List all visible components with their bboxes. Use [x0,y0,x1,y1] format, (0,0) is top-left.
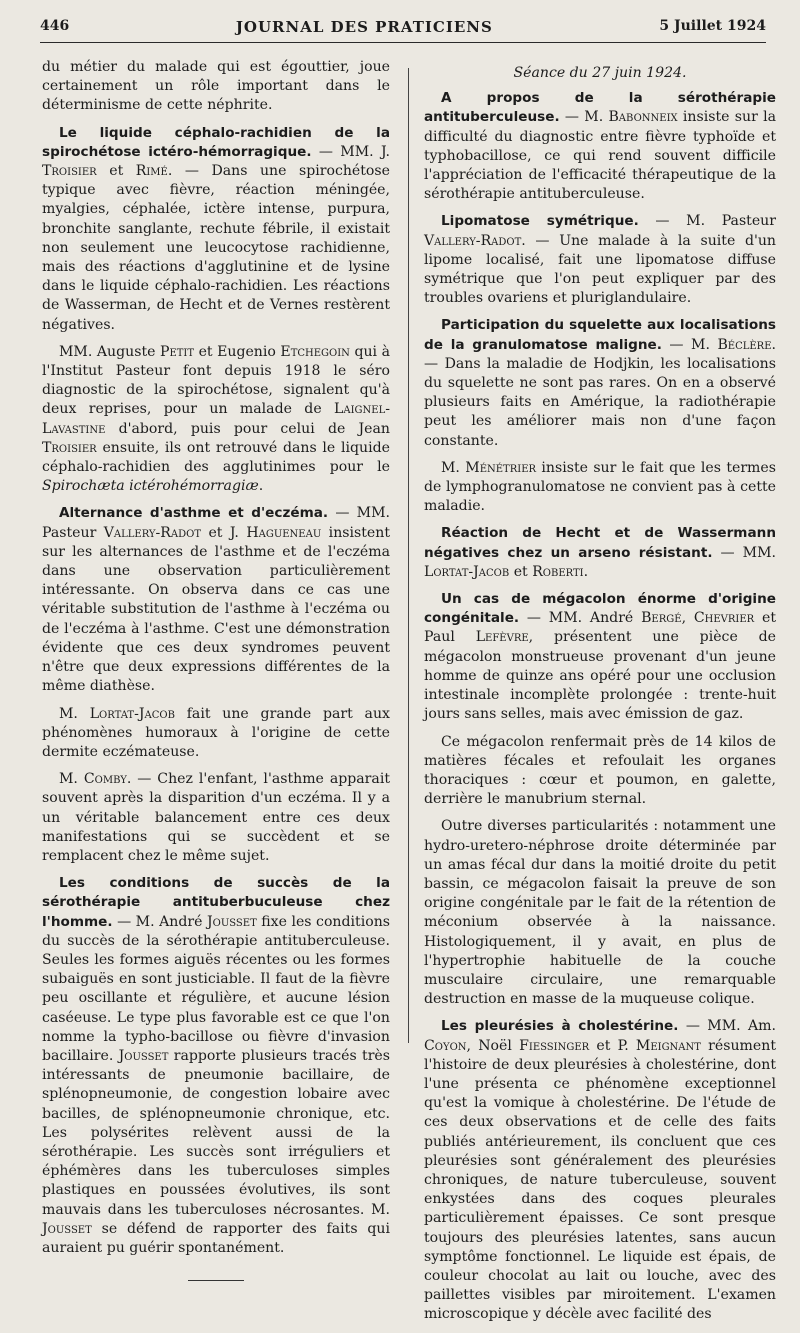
article-serotherapie: Les conditions de succès de la sérothérapie antituberbuculeuse chez l'homme. — M. André Jousset fixe les conditions du succès de la sérothérapie antituberculeuse. Seules les formes aiguës récentes ou les formes subaiguës en sont justiciable. Il faut de la fièvre peu oscillante et régulière, et aucune lésion caséeuse. Le type plus favorable est ce que l'on nomme la typho-bacillose ou fièvre d'invasion bacillaire. Jousset rapporte plusieurs tracés très intéressants de pneumonie bacillaire, de splénopneumonie, de congestion lobaire avec bacilles, de splénopneumonie chronique, etc. Les polysérites relèvent aussi de la sérothérapie. Les succès sont irréguliers et éphémères dans les tuberculoses simples plastiques en poussées évolutives, ils sont mauvais dans les tuberculoses nécrosantes. M. Jousset se défend de rapporter des faits qui auraient pu guérir spontanément. [42,875,391,1256]
species-name: Spirochæta ictérohémorragiæ [42,478,259,495]
right-column [424,64,776,1333]
session-heading: Séance du 27 juin 1924. [513,65,687,81]
article-spirochetose: Le liquide céphalo-rachidien de la spirochétose ictéro-hémorragique. — MM. J. Troisier et Rimé. — Dans une spirochétose typique avec fièvre, réaction méningée, myalgies, céphalée, ictère intense, purpura, bronchite sanglante, rechute fébrile, il existait non seulement une leucocytose rachidienne, mais des réactions d'agglutinine et de lysine dans le liquide céphalo-rachidien. Les réactions de Wasserman, de Hecht et de Vernes restèrent négatives. [42,124,390,333]
author-name: Coyon [424,1037,467,1054]
author-name: Jousset [206,913,257,930]
article-title: Un cas de mégacolon énorme d'origine congénitale. [424,591,776,627]
article-title: Lipomatose symétrique. [441,213,639,230]
issue-date: 5 Juillet 1924 [659,18,766,34]
author-name: Babonneix [608,109,678,126]
author-name: Bergé [641,610,682,627]
page-number: 446 [40,18,70,34]
left-column [42,58,390,1281]
paragraph: du métier du malade qui est égouttier, joue certainement un rôle important dans le déterminisme de cette néphrite. [42,59,390,114]
article-lipomatose: Lipomatose symétrique. — M. Pasteur Vallery-Radot. — Une malade à la suite d'un lipome localisé, fait une lipomatose diffuse symétrique que l'on peut expliquer par des troubles ovariens et pluriglandulaire. [424,213,776,307]
author-name: Meignant [635,1037,701,1054]
journal-title: JOURNAL DES PRATICIENS [235,18,493,36]
author-name: Etchegoin [280,343,350,360]
author-name: Petit [159,343,195,360]
paragraph: M. Lortat-Jacob fait une grande part aux phénomènes humoraux à l'origine de cette dermite eczémateuse. [42,705,390,760]
article-title: Le liquide céphalo-rachidien de la spirochétose ictéro-hémorragique. [42,124,390,160]
author-name: Roberti [532,563,584,580]
section-rule [188,1280,244,1281]
author-name: Fiessinger [519,1037,590,1054]
author-name: Lortat-Jacob [424,563,510,580]
paragraph: Ce mégacolon renfermait près de 14 kilos de matières fécales et refoulait les organes thoraciques : cœur et poumon, en galette, derrière le manubrium sternal. [424,733,776,808]
paragraph: MM. Auguste Petit et Eugenio Etchegoin qui à l'Institut Pasteur font depuis 1918 le séro diagnostic de la spirochétose, signalent qu'à deux reprises, pour un malade de Laignel-Lavastine d'abord, puis pour celui de Jean Troisier ensuite, ils ont retrouvé dans le liquide céphalo-rachidien des agglutinimes pour le Spirochæta ictérohémorragiæ. [42,343,390,495]
column-divider [408,68,409,1043]
author-name: Ménétrier [465,459,537,476]
author-name: Vallery-Radot [424,232,522,249]
article-pleuresies: Les pleurésies à cholestérine. — MM. Am. Coyon, Noël Fiessinger et P. Meignant résument l'histoire de deux pleurésies à cholestérine, dont l'une présenta ce phénomène exceptionnel qu'est la vomique à cholestérine. De l'étude de ces deux observations et de celle des faits publiés antérieurement, ils concluent que ces pleurésies sont généralement des pleurésies chroniques, de nature tuberculeuse, souvent enkystées dans des coques pleurales particulièrement épaisses. Ce sont presque toujours des pleurésies latentes, sans aucun symptôme fonctionnel. Le liquide est épais, de couleur chocolat au lait ou louche, avec des paillettes visibles par miroitement. L'examen microscopique y décèle avec facilité des [424,1018,776,1323]
article-hecht-wassermann: Réaction de Hecht et de Wassermann négatives chez un arseno résistant. — MM. Lortat-Jacob et Roberti. [424,525,776,580]
article-title: Les pleurésies à cholestérine. [441,1018,679,1035]
article-asthme-eczema: Alternance d'asthme et d'eczéma. — MM. Pasteur Vallery-Radot et J. Hagueneau insistent sur les alternances de l'asthme et de l'eczéma dans une observation particulièrement intéressante. On observa dans ce cas une véritable substitution de l'asthme à l'eczéma ou de l'eczéma à l'asthme. C'est une démonstration évidente que ces deux syndromes peuvent n'être que deux expressions différentes de la même diathèse. [42,505,390,695]
running-header [40,18,766,43]
author-name: Béclère [717,336,772,353]
author-name: Troisier [42,439,97,456]
author-name: Jousset [118,1047,169,1064]
article-title: Les conditions de succès de la sérothérapie antituberbuculeuse chez l'homme. [42,875,390,930]
article-title: Participation du squelette aux localisations de la granulomatose maligne. [424,317,776,353]
author-name: Jousset [42,1220,92,1237]
author-name: Chevrier [693,610,755,627]
author-name: Laignel-Lavastine [42,401,390,437]
author-name: Troisier [42,163,97,180]
article-megacolon: Un cas de mégacolon énorme d'origine congénitale. — MM. André Bergé, Chevrier et Paul Lefèvre, présentent une pièce de mégacolon monstrueuse provenant d'un jeune homme de quinze ans opéré pour une occlusion intestinale incomplète prolongée : trente-huit jours sans selles, mais avec émission de gaz. [424,591,776,723]
author-name: Lortat-Jacob [89,705,175,722]
article-title: Réaction de Hecht et de Wassermann négatives chez un arseno résistant. [424,525,776,561]
author-name: Vallery-Radot [103,524,202,541]
author-name: Rimé [135,163,168,180]
article-title: Alternance d'asthme et d'eczéma. [59,505,329,522]
paragraph: M. Ménétrier insiste sur le fait que les termes de lymphogranulomatose ne convient pas à cette maladie. [424,459,776,515]
article-serotherapie-antituberculeuse: A propos de la sérothérapie antituberculeuse. — M. Babonneix insiste sur la difficulté du diagnostic entre fièvre typhoïde et typhobacillose, ce qui rend souvent difficile l'appréciation de l'efficacité thérapeutique de la sérothérapie antituberculeuse. [424,90,776,203]
author-name: Comby [83,771,127,788]
author-name: Lefèvre [475,629,529,646]
article-granulomatose: Participation du squelette aux localisations de la granulomatose maligne. — M. Béclère. — Dans la maladie de Hodjkin, les localisations du squelette ne sont pas rares. On en a observé plusieurs faits en Amérique, la radiothérapie peut les améliorer mais non d'une façon constante. [424,317,776,449]
paragraph: M. Comby. — Chez l'enfant, l'asthme apparait souvent après la disparition d'un eczéma. Il y a un véritable balancement entre ces deux manifestations qui se succèdent et se remplacent chez le même sujet. [42,771,390,864]
author-name: Hagueneau [246,524,322,541]
article-title: A propos de la sérothérapie antituberculeuse. [424,90,776,126]
paragraph: Outre diverses particularités : notamment une hydro-uretero-néphrose droite déterminée par un amas fécal dur dans la moitié droite du petit bassin, ce mégacolon faisait la preuve de son origine congénitale par le fait de la rétention de méconium observée à la naissance. Histologiquement, il y avait, en plus de l'hypertrophie habituelle de la couche musculaire circulaire, une remarquable destruction en masse de la muqueuse colique. [424,818,776,1008]
